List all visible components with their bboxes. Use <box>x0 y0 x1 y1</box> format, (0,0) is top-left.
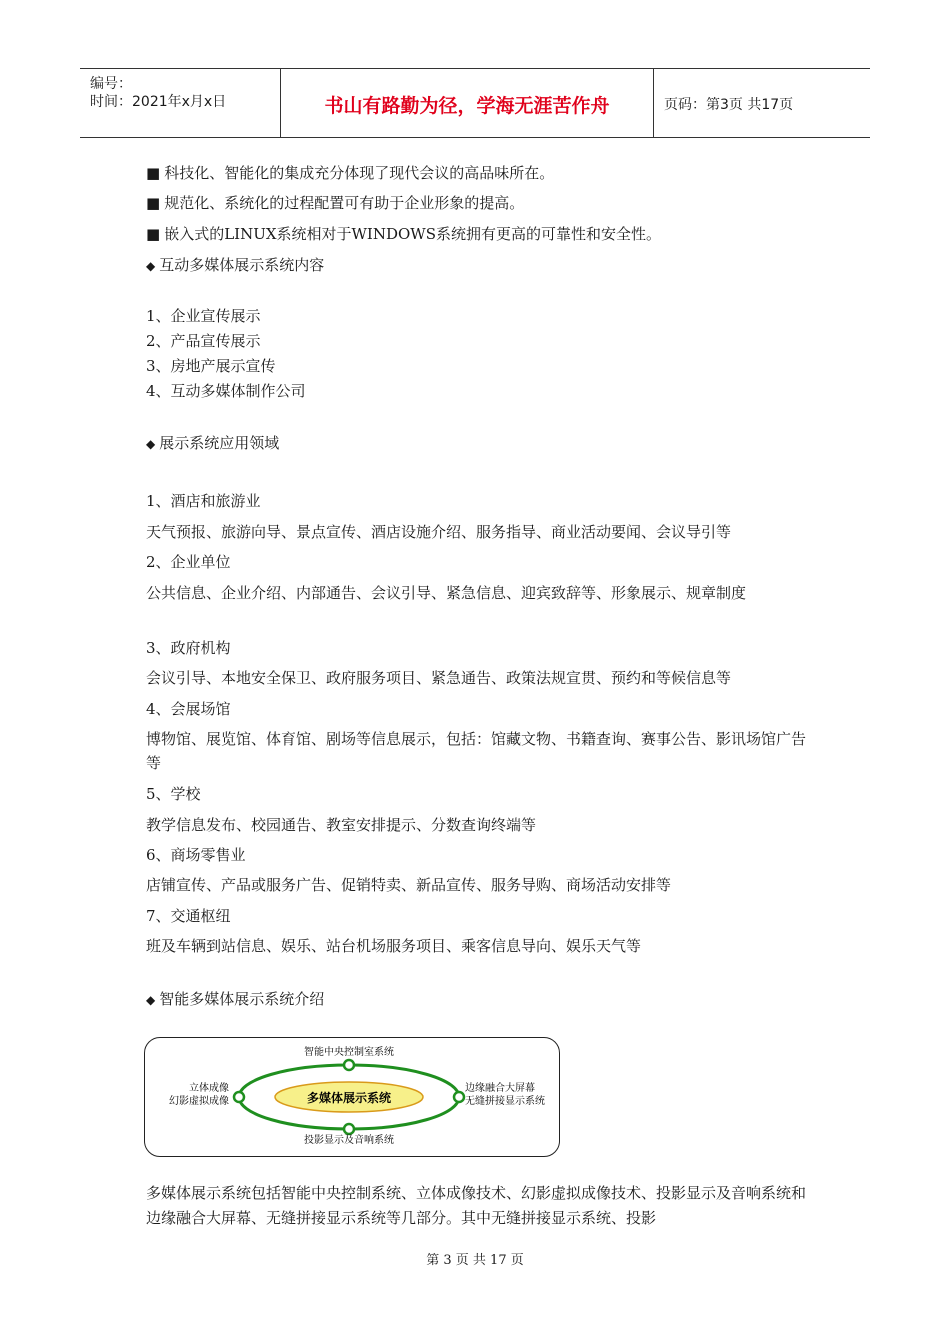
node-bottom <box>344 1124 354 1134</box>
domain-desc: 公共信息、企业介绍、内部通告、会议引导、紧急信息、迎宾致辞等、形象展示、规章制度 <box>146 584 747 602</box>
diagram-left-label-2: 幻影虚拟成像 <box>169 1096 229 1107</box>
motto: 书山有路勤为径，学海无涯苦作舟 <box>324 95 610 117</box>
diagram-top-label: 智能中央控制室系统 <box>304 1047 394 1058</box>
domain-head: 2、企业单位 <box>146 553 231 571</box>
domain-head: 6、商场零售业 <box>146 846 246 864</box>
domain-head: 1、酒店和旅游业 <box>146 492 261 510</box>
list-item: 3、房地产展示宣传 <box>146 357 276 375</box>
domain-head: 7、交通枢纽 <box>146 907 231 925</box>
section-title: 智能多媒体展示系统介绍 <box>159 990 325 1008</box>
domain-desc: 班及车辆到站信息、娱乐、站台机场服务项目、乘客信息导向、娱乐天气等 <box>146 937 642 955</box>
list-item: 4、互动多媒体制作公司 <box>146 382 306 400</box>
diagram-bottom-label: 投影显示及音响系统 <box>304 1135 394 1146</box>
domain-desc: 教学信息发布、校园通告、教室安排提示、分数查询终端等 <box>146 816 537 834</box>
system-diagram <box>144 1037 560 1157</box>
feature-line <box>146 191 524 215</box>
square-bullet: ■ <box>146 225 161 243</box>
section-title: 展示系统应用领域 <box>159 434 280 452</box>
domain-desc: 天气预报、旅游向导、景点宣传、酒店设施介绍、服务指导、商业活动要闻、会议导引等 <box>146 523 732 541</box>
code-label: 编号： <box>90 76 132 92</box>
diagram-left-label-1: 立体成像 <box>189 1083 229 1094</box>
domain-head: 5、学校 <box>146 785 201 803</box>
header-meta-cell <box>80 69 281 137</box>
node-left <box>234 1092 244 1102</box>
section-heading <box>146 431 279 456</box>
square-bullet: ■ <box>146 164 161 182</box>
diagram-right-label-2: 无缝拼接显示系统 <box>465 1096 545 1107</box>
header-motto-cell <box>281 69 654 137</box>
diamond-bullet: ◆ <box>146 437 156 451</box>
domain-head: 3、政府机构 <box>146 639 231 657</box>
node-right <box>454 1092 464 1102</box>
time-label: 时间：2021年x月x日 <box>90 94 227 110</box>
diamond-bullet: ◆ <box>146 993 156 1007</box>
section-heading <box>146 253 324 278</box>
feature-text: 科技化、智能化的集成充分体现了现代会议的高品味所在。 <box>164 164 555 182</box>
section-title: 互动多媒体展示系统内容 <box>159 256 325 274</box>
diagram-svg <box>145 1038 559 1156</box>
feature-text: 规范化、系统化的过程配置可有助于企业形象的提高。 <box>164 194 525 212</box>
domain-desc: 博物馆、展览馆、体育馆、剧场等信息展示，包括：馆藏文物、书籍查询、赛事公告、影讯场馆广告等 <box>146 730 807 772</box>
domain-desc: 店铺宣传、产品或服务广告、促销特卖、新品宣传、服务导购、商场活动安排等 <box>146 876 672 894</box>
feature-line <box>146 222 661 246</box>
domain-desc: 会议引导、本地安全保卫、政府服务项目、紧急通告、政策法规宣贯、预约和等候信息等 <box>146 669 732 687</box>
list-item: 2、产品宣传展示 <box>146 332 261 350</box>
closing-paragraph: 多媒体展示系统包括智能中央控制系统、立体成像技术、幻影虚拟成像技术、投影显示及音响系统和边缘融合大屏幕、无缝拼接显示系统等几部分。其中无缝拼接显示系统、投影 <box>146 1184 807 1227</box>
square-bullet: ■ <box>146 194 161 212</box>
feature-text: 嵌入式的LINUX系统相对于WINDOWS系统拥有更高的可靠性和安全性。 <box>164 225 662 243</box>
diamond-bullet: ◆ <box>146 259 156 273</box>
diagram-right-label-1: 边缘融合大屏幕 <box>465 1083 535 1094</box>
page-label: 页码：第3页 共17页 <box>664 97 794 113</box>
section-heading <box>146 987 324 1012</box>
page-header <box>80 68 870 138</box>
list-item: 1、企业宣传展示 <box>146 307 261 325</box>
page-footer: 第 3 页 共 17 页 <box>426 1253 524 1268</box>
diagram-center-label: 多媒体展示系统 <box>306 1091 392 1105</box>
domain-head: 4、会展场馆 <box>146 700 231 718</box>
header-page-cell <box>654 69 870 137</box>
feature-line <box>146 161 554 185</box>
node-top <box>344 1060 354 1070</box>
